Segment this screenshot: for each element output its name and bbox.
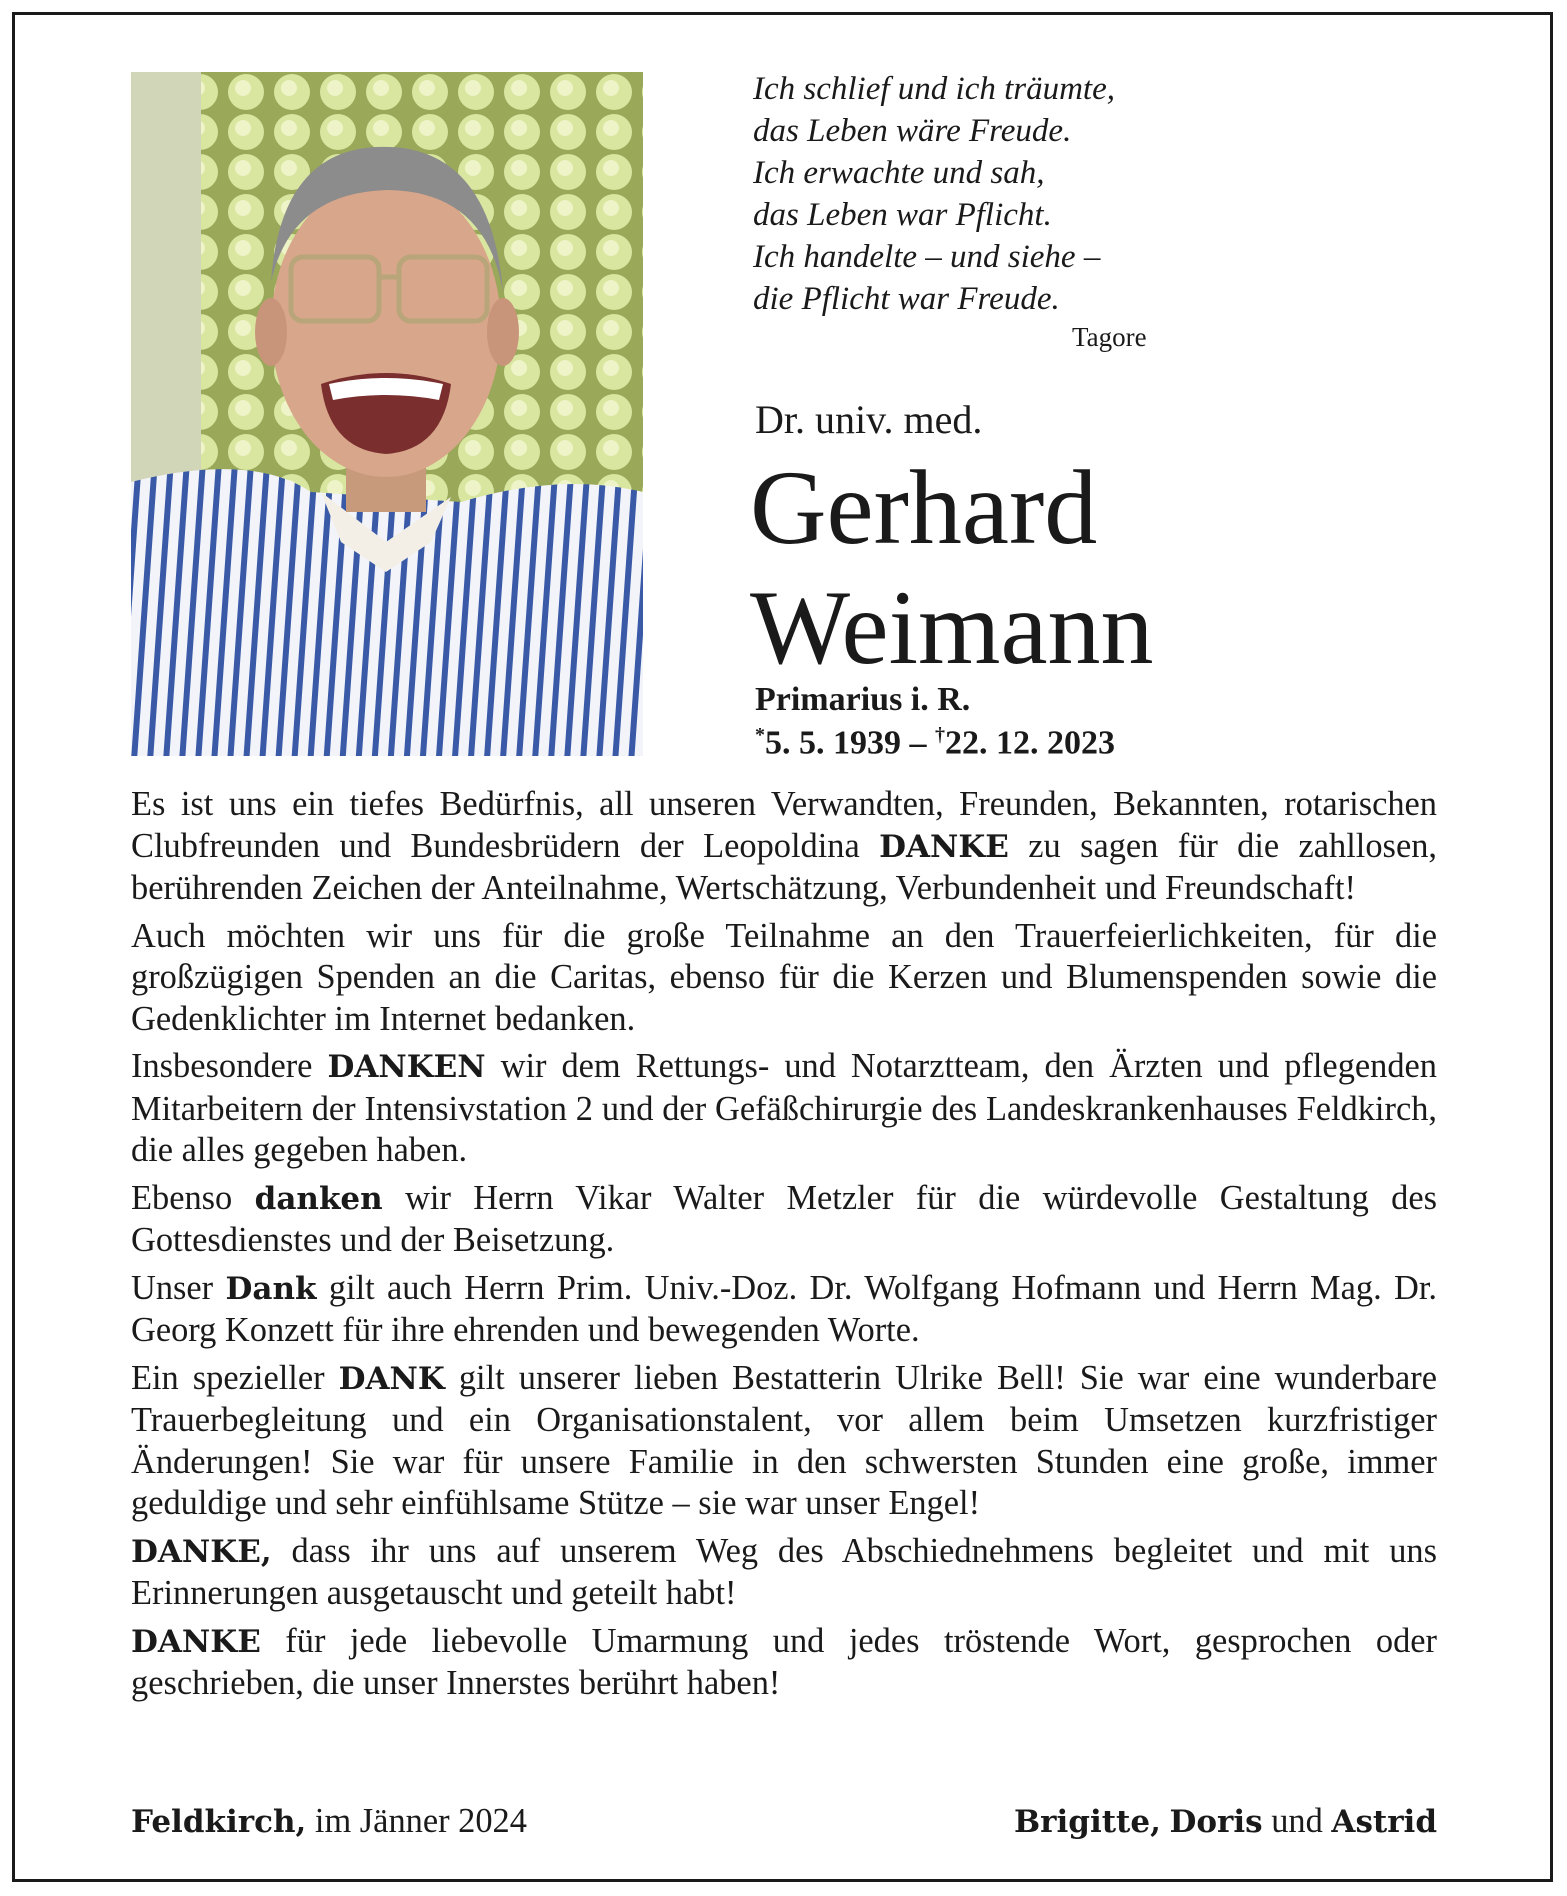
place: Feldkirch, (131, 1804, 307, 1840)
birth-date: 5. 5. 1939 (765, 724, 901, 762)
paragraph: DANKE für jede liebevolle Umarmung und jedes tröstende Wort, gesprochen oder geschrieben, die unser Innerstes berührt haben! (131, 1621, 1437, 1702)
death-date: 22. 12. 2023 (945, 724, 1115, 762)
poem (753, 68, 1213, 320)
paragraph: DANKE, dass ihr uns auf unserem Weg des Abschiednehmens begleitet und mit uns Erinnerungen ausgetauscht und geteilt habt! (131, 1531, 1437, 1612)
poem-line: Ich erwachte und sah, (753, 155, 1045, 191)
academic-title: Dr. univ. med. (755, 397, 983, 442)
poem-line: das Leben war Pflicht. (753, 197, 1052, 233)
date: im Jänner 2024 (306, 1802, 527, 1840)
signatory: Astrid (1331, 1804, 1437, 1840)
rank: Primarius i. R. (755, 681, 971, 718)
portrait-photo (131, 72, 643, 756)
signatories: Brigitte, Doris und Astrid (1013, 1802, 1437, 1840)
paragraph: Insbesondere DANKEN wir dem Rettungs- und Notarztteam, den Ärzten und pflegenden Mitarbeitern der Intensivstation 2 und der Gefäßchirurgie des Landeskrankenhauses Feldkirch, die alles gegeben haben. (131, 1047, 1438, 1169)
poem-line: Ich schlief und ich träumte, (753, 71, 1116, 107)
paragraph: Auch möchten wir uns für die große Teilnahme an den Trauerfeierlichkeiten, für die großzügigen Spenden an die Caritas, ebenso für die Kerzen und Blumenspenden sowie die Gedenklichter im Internet bedanken. (131, 916, 1437, 1038)
death-symbol: † (935, 724, 945, 746)
poem-line: Ich handelte – und siehe – (753, 239, 1101, 275)
signatory: Brigitte, (1013, 1804, 1161, 1840)
date-separator: – (901, 724, 935, 762)
place-and-date (131, 1802, 527, 1841)
paragraph: Unser Dank gilt auch Herrn Prim. Univ.-Doz. Dr. Wolfgang Hofmann und Herrn Mag. Dr. Georg Konzett für ihre ehrenden und bewegenden Worte. (131, 1268, 1437, 1349)
paragraph: Ein spezieller DANK gilt unserer lieben Bestatterin Ulrike Bell! Sie war eine wunderbare Trauerbegleitung und ein Organisationstalent, vor allem beim Umsetzen kurzfristiger Änderungen! Sie war für unsere Familie in den schwersten Stunden eine große, immer geduldige und sehr einfühlsame Stütze – sie war unser Engel! (131, 1358, 1437, 1522)
poem-line: die Pflicht war Freude. (753, 281, 1060, 317)
paragraph: Ebenso danken wir Herrn Vikar Walter Metzler für die würdevolle Gestaltung des Gottesdienstes und der Beisetzung. (131, 1178, 1438, 1259)
signatory: Doris (1169, 1804, 1263, 1840)
thank-you-text (131, 784, 1437, 1711)
life-dates (755, 724, 1115, 762)
first-name: Gerhard (750, 449, 1098, 566)
poem-author: Tagore (1072, 322, 1147, 352)
deceased-name (750, 448, 1154, 688)
last-name: Weimann (750, 569, 1154, 686)
paragraph: Es ist uns ein tiefes Bedürfnis, all unseren Verwandten, Freunden, Bekannten, rotarischen Clubfreunden und Bundesbrüdern der Leopoldina DANKE zu sagen für die zahllosen, berührenden Zeichen der Anteilnahme, Wertschätzung, Verbundenheit und Freundschaft! (131, 785, 1437, 907)
birth-symbol: * (755, 724, 765, 746)
poem-line: das Leben wäre Freude. (753, 113, 1072, 149)
